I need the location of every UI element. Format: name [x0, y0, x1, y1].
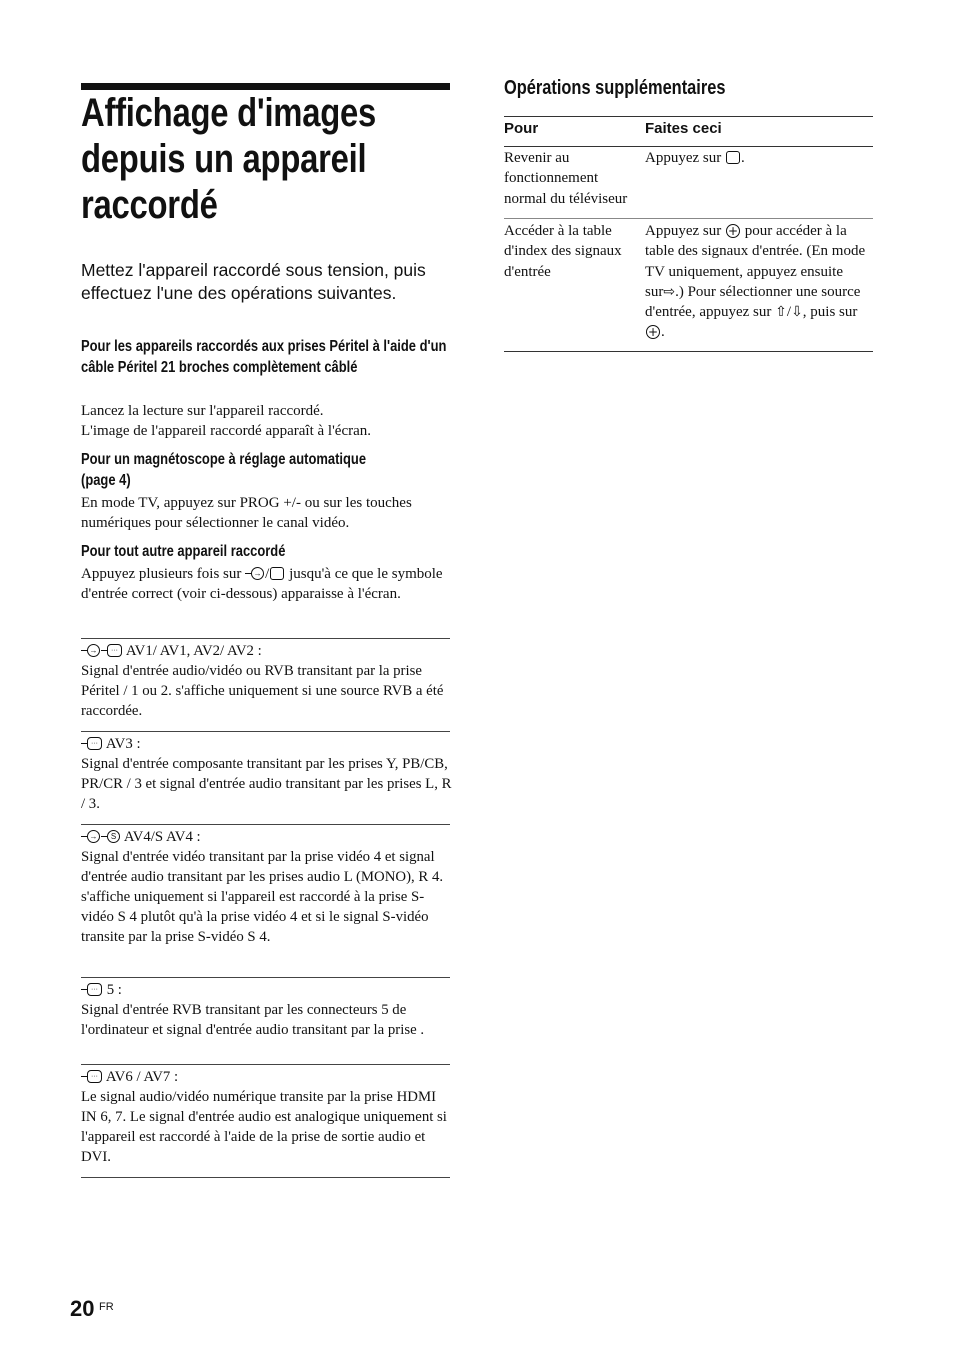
tv-input-icon — [269, 567, 285, 581]
input-entry-av6-av7 — [81, 1067, 453, 1167]
input-desc: Signal d'entrée composante transitant par les prises Y, PB/CB, PR/CR / 3 et signal d'entrée audio transitant par les prises L, R / 3. — [81, 756, 452, 812]
divider — [81, 731, 450, 732]
peritel-text-2: L'image de l'appareil raccordé apparaît à l'écran. — [81, 423, 372, 439]
tv-icon — [725, 151, 741, 165]
divider — [81, 1064, 450, 1065]
cell-line: normal du téléviseur — [504, 190, 628, 207]
input-entry-av4 — [81, 827, 453, 947]
input-label — [81, 1067, 453, 1087]
rgb-input-icon: ··· — [81, 737, 103, 751]
input-arrow-icon: → — [245, 567, 265, 581]
up-arrow-icon: ⇧ — [775, 304, 787, 321]
divider — [81, 824, 450, 825]
title-line: raccordé — [81, 183, 218, 227]
input-label — [81, 641, 453, 661]
table-header-pour: Pour — [504, 120, 539, 137]
section-heading-vcr — [81, 449, 450, 491]
divider — [81, 977, 450, 978]
rgb-input-icon: ··· — [101, 644, 123, 658]
table-header-faites: Faites ceci — [645, 120, 722, 137]
table-bottom-rule — [504, 351, 873, 352]
down-arrow-icon: ⇩ — [791, 304, 803, 321]
other-text: Appuyez plusieurs fois sur → / jusqu'à ce que le symbole d'entrée correct (voir ci-dessous) apparaisse à l'écran. — [81, 566, 443, 602]
other-text-start: Appuyez plusieurs fois sur — [81, 566, 242, 582]
table-row-rule — [504, 218, 873, 219]
cell-line: fonctionnement — [504, 170, 599, 187]
cell-text: . — [661, 324, 665, 341]
input-label — [81, 734, 453, 754]
page-title — [81, 90, 458, 228]
input-label — [81, 980, 453, 1000]
table-row-1-pour — [504, 148, 644, 209]
input-label-text: 5 : — [106, 982, 122, 998]
rgb-input-icon: ··· — [81, 1070, 103, 1084]
input-entry-av3 — [81, 734, 453, 814]
section-heading-peritel: Pour les appareils raccordés aux prises Péritel à l'aide d'un câble Péritel 21 broches complètement câblé — [81, 338, 447, 376]
input-entry-5 — [81, 980, 453, 1040]
cell-line: d'entrée — [504, 263, 551, 280]
other-text-end: jusqu'à ce que le symbole d'entrée correct (voir ci-dessous) apparaisse à l'écran. — [81, 566, 443, 602]
page-number: 20 — [70, 1296, 95, 1321]
divider — [81, 1177, 450, 1178]
title-rule — [81, 83, 450, 90]
peritel-text-1: Lancez la lecture sur l'appareil raccordé. — [81, 403, 324, 419]
operations-title: Opérations supplémentaires — [504, 77, 726, 99]
input-desc: Le signal audio/vidéo numérique transite par la prise HDMI IN 6, 7. Le signal d'entrée audio est analogique uniquement si l'appareil est raccordé à l'aide de la prise de sortie audio et DVI. — [81, 1089, 447, 1165]
input-desc: Signal d'entrée RVB transitant par les connecteurs 5 de l'ordinateur et signal d'entrée audio transitant par la prise . — [81, 1002, 425, 1038]
input-label — [81, 827, 453, 847]
vcr-text: En mode TV, appuyez sur PROG +/- ou sur les touches numériques pour sélectionner le canal vidéo. — [81, 495, 412, 531]
intro-text: Mettez l'appareil raccordé sous tension, puis effectuez l'une des opérations suivantes. — [81, 260, 426, 303]
input-label-text: AV3 : — [105, 736, 141, 752]
table-header-rule — [504, 146, 873, 147]
plus-circle-icon: + — [727, 224, 739, 238]
cell-line: Revenir au — [504, 150, 570, 166]
title-line: Affichage d'images — [81, 91, 377, 135]
table-row-2-faites: Appuyez sur + pour accéder à la table des signaux d'entrée. (En mode TV uniquement, appuyez ensuite sur⇨.) Pour sélectionner une source d'entrée, appuyez sur ⇧/⇩, puis sur + . — [645, 223, 866, 341]
cell-text: Appuyez sur — [645, 150, 722, 166]
page-language: FR — [99, 1301, 114, 1313]
table-row-2-pour — [504, 221, 644, 282]
svideo-icon: S — [101, 830, 121, 844]
cell-line: d'index des signaux — [504, 243, 622, 260]
input-arrow-icon: → — [81, 830, 101, 844]
table-top-rule — [504, 116, 873, 117]
rgb-input-icon: ··· — [81, 983, 103, 997]
input-desc: Signal d'entrée vidéo transitant par la prise vidéo 4 et signal d'entrée audio transitant par les prises audio L (MONO), R 4. s'affiche uniquement si l'appareil est raccordé à la prise S-vidéo S 4 plutôt qu'à la prise vidéo 4 et si le signal S-vidéo transite par la prise S-vidéo S 4. — [81, 849, 444, 945]
cell-text: Appuyez sur — [645, 223, 722, 239]
section-heading-other: Pour tout autre appareil raccordé — [81, 543, 286, 560]
input-label-text: AV4/S AV4 : — [123, 829, 201, 845]
cell-text: .) Pour sélectionner une source d'entrée, appuyez sur — [645, 283, 861, 321]
table-row-1-faites: Appuyez sur . — [645, 150, 745, 166]
input-arrow-icon: → — [81, 644, 101, 658]
vcr-heading-line: (page 4) — [81, 472, 131, 489]
cell-text: , puis sur — [802, 304, 858, 321]
input-entry-av1-av2 — [81, 641, 453, 721]
input-label-text: AV1/ AV1, AV2/ AV2 : — [125, 643, 262, 659]
cell-line: Accéder à la table — [504, 223, 612, 239]
input-desc: Signal d'entrée audio/vidéo ou RVB transitant par la prise Péritel / 1 ou 2. s'affiche uniquement si une source RVB a été raccordée. — [81, 663, 444, 719]
title-line: depuis un appareil — [81, 137, 367, 181]
vcr-heading-line: Pour un magnétoscope à réglage automatique — [81, 451, 367, 468]
input-label-text: AV6 / AV7 : — [105, 1069, 179, 1085]
right-arrow-icon: ⇨ — [663, 283, 676, 300]
cell-text: pour accéder à la table des signaux d'entrée. (En mode TV uniquement, appuyez ensuite sur — [645, 223, 866, 300]
divider — [81, 638, 450, 639]
plus-circle-icon: + — [647, 325, 659, 340]
